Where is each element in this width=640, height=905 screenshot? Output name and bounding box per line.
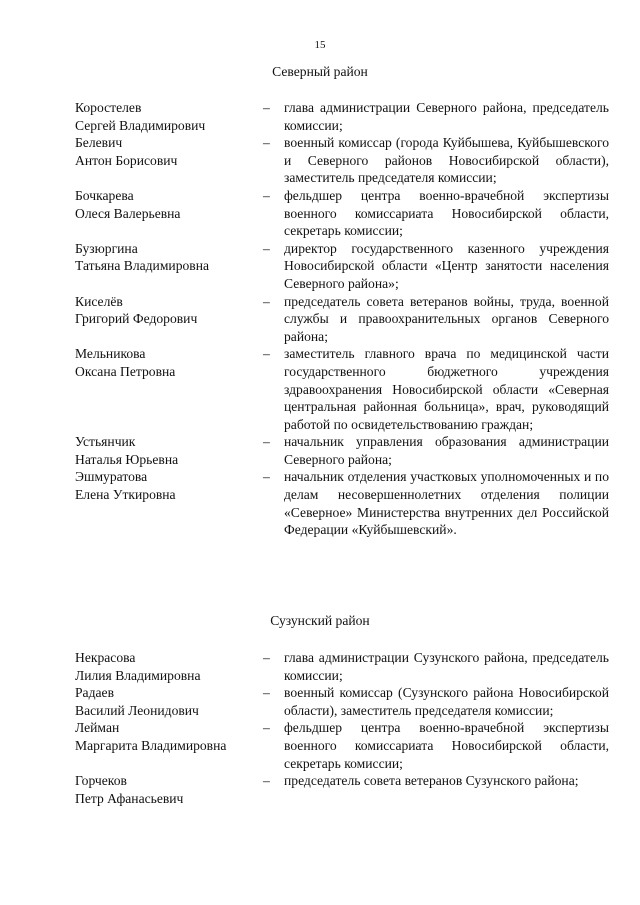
- member-name: [75, 99, 255, 134]
- member-role: фельдшер центра военно-врачебной экспертизы военного комиссариата Новосибирской области, секретарь комиссии;: [284, 187, 609, 239]
- dash-separator: –: [263, 773, 270, 789]
- entries-severny: [0, 99, 640, 539]
- member-role: директор государственного казенного учреждения Новосибирской области «Центр занятости населения Северного района»;: [284, 240, 609, 291]
- member-surname: Бузюргина: [75, 240, 138, 256]
- dash-separator: –: [263, 135, 270, 151]
- dash-separator: –: [263, 187, 270, 203]
- member-role: глава администрации Северного района, председатель комиссии;: [284, 100, 609, 133]
- member-given-names: Петр Афанасьевич: [75, 790, 184, 806]
- member-given-names: Олеся Валерьевна: [75, 205, 181, 221]
- dash-separator: –: [263, 434, 270, 450]
- member-role: фельдшер центра военно-врачебной экспертизы военного комиссариата Новосибирской области, секретарь комиссии;: [284, 720, 609, 771]
- dash-separator: –: [263, 469, 270, 485]
- member-entry: [0, 134, 640, 187]
- member-given-names: Григорий Федорович: [75, 311, 198, 327]
- member-entry: [0, 187, 640, 240]
- member-entry: [0, 433, 640, 468]
- member-role: военный комиссар (города Куйбышева, Куйбышевского и Северного районов Новосибирской области), заместитель председателя комиссии;: [284, 135, 609, 186]
- member-name: [75, 649, 255, 684]
- page-number: 15: [314, 39, 326, 51]
- member-surname: Устьянчик: [75, 434, 136, 450]
- member-given-names: Сергей Владимирович: [75, 117, 206, 133]
- member-name: [75, 187, 255, 222]
- member-given-names: Лилия Владимировна: [75, 667, 201, 683]
- member-role: начальник управления образования администрации Северного района;: [284, 434, 609, 467]
- section-title-severny: Северный район: [272, 64, 368, 79]
- dash-separator: –: [263, 685, 270, 701]
- member-surname: Бочкарева: [75, 187, 134, 203]
- member-entry: [0, 684, 640, 719]
- member-entry: [0, 99, 640, 134]
- member-entry: [0, 240, 640, 293]
- member-surname: Эшмуратова: [75, 469, 148, 485]
- member-role: военный комиссар (Сузунского района Новосибирской области), заместитель председателя комиссии;: [284, 685, 609, 718]
- member-name: [75, 240, 255, 275]
- dash-separator: –: [263, 100, 270, 115]
- member-name: [75, 719, 255, 754]
- member-surname: Белевич: [75, 135, 123, 151]
- dash-separator: –: [263, 240, 270, 256]
- member-given-names: Татьяна Владимировна: [75, 258, 210, 274]
- member-role: глава администрации Сузунского района, председатель комиссии;: [284, 650, 609, 683]
- member-name: [75, 293, 255, 328]
- member-surname: Лейман: [75, 720, 120, 736]
- member-surname: Горчеков: [75, 773, 127, 789]
- member-given-names: Антон Борисович: [75, 152, 178, 168]
- member-role: председатель совета ветеранов войны, труда, военной службы и правоохранительных органов Северного района;: [284, 293, 609, 344]
- member-entry: [0, 772, 640, 807]
- dash-separator: –: [263, 650, 270, 665]
- dash-separator: –: [263, 346, 270, 362]
- member-role: председатель совета ветеранов Сузунского района;: [284, 773, 579, 789]
- member-name: [75, 772, 255, 807]
- member-given-names: Елена Уткировна: [75, 487, 176, 503]
- member-entry: [0, 719, 640, 772]
- member-entry: [0, 649, 640, 684]
- member-name: [75, 345, 255, 380]
- member-surname: Киселёв: [75, 293, 123, 309]
- member-given-names: Василий Леонидович: [75, 702, 199, 718]
- member-given-names: Маргарита Владимировна: [75, 737, 227, 753]
- member-name: [75, 433, 255, 468]
- member-entry: [0, 293, 640, 346]
- member-entry: [0, 345, 640, 433]
- member-surname: Мельникова: [75, 346, 146, 362]
- member-name: [75, 468, 255, 503]
- section-title-suzunsky: Сузунский район: [270, 613, 370, 628]
- dash-separator: –: [263, 720, 270, 736]
- member-role: заместитель главного врача по медицинской части государственного бюджетного учреждения здравоохранения Новосибирской области «Северная центральная районная больница», врач, руководящий работой по освидетельствованию граждан;: [284, 346, 609, 432]
- member-role: начальник отделения участковых уполномоченных и по делам несовершеннолетних отделения полиции «Северное» Министерства внутренних дел Российской Федерации «Куйбышевский».: [284, 469, 609, 538]
- dash-separator: –: [263, 293, 270, 309]
- entries-suzunsky: [0, 649, 640, 807]
- member-entry: [0, 468, 640, 538]
- member-name: [75, 684, 255, 719]
- member-surname: Радаев: [75, 685, 114, 701]
- member-given-names: Оксана Петровна: [75, 363, 176, 379]
- member-given-names: Наталья Юрьевна: [75, 451, 179, 467]
- member-surname: Коростелев: [75, 100, 142, 115]
- member-name: [75, 134, 255, 169]
- member-surname: Некрасова: [75, 650, 136, 665]
